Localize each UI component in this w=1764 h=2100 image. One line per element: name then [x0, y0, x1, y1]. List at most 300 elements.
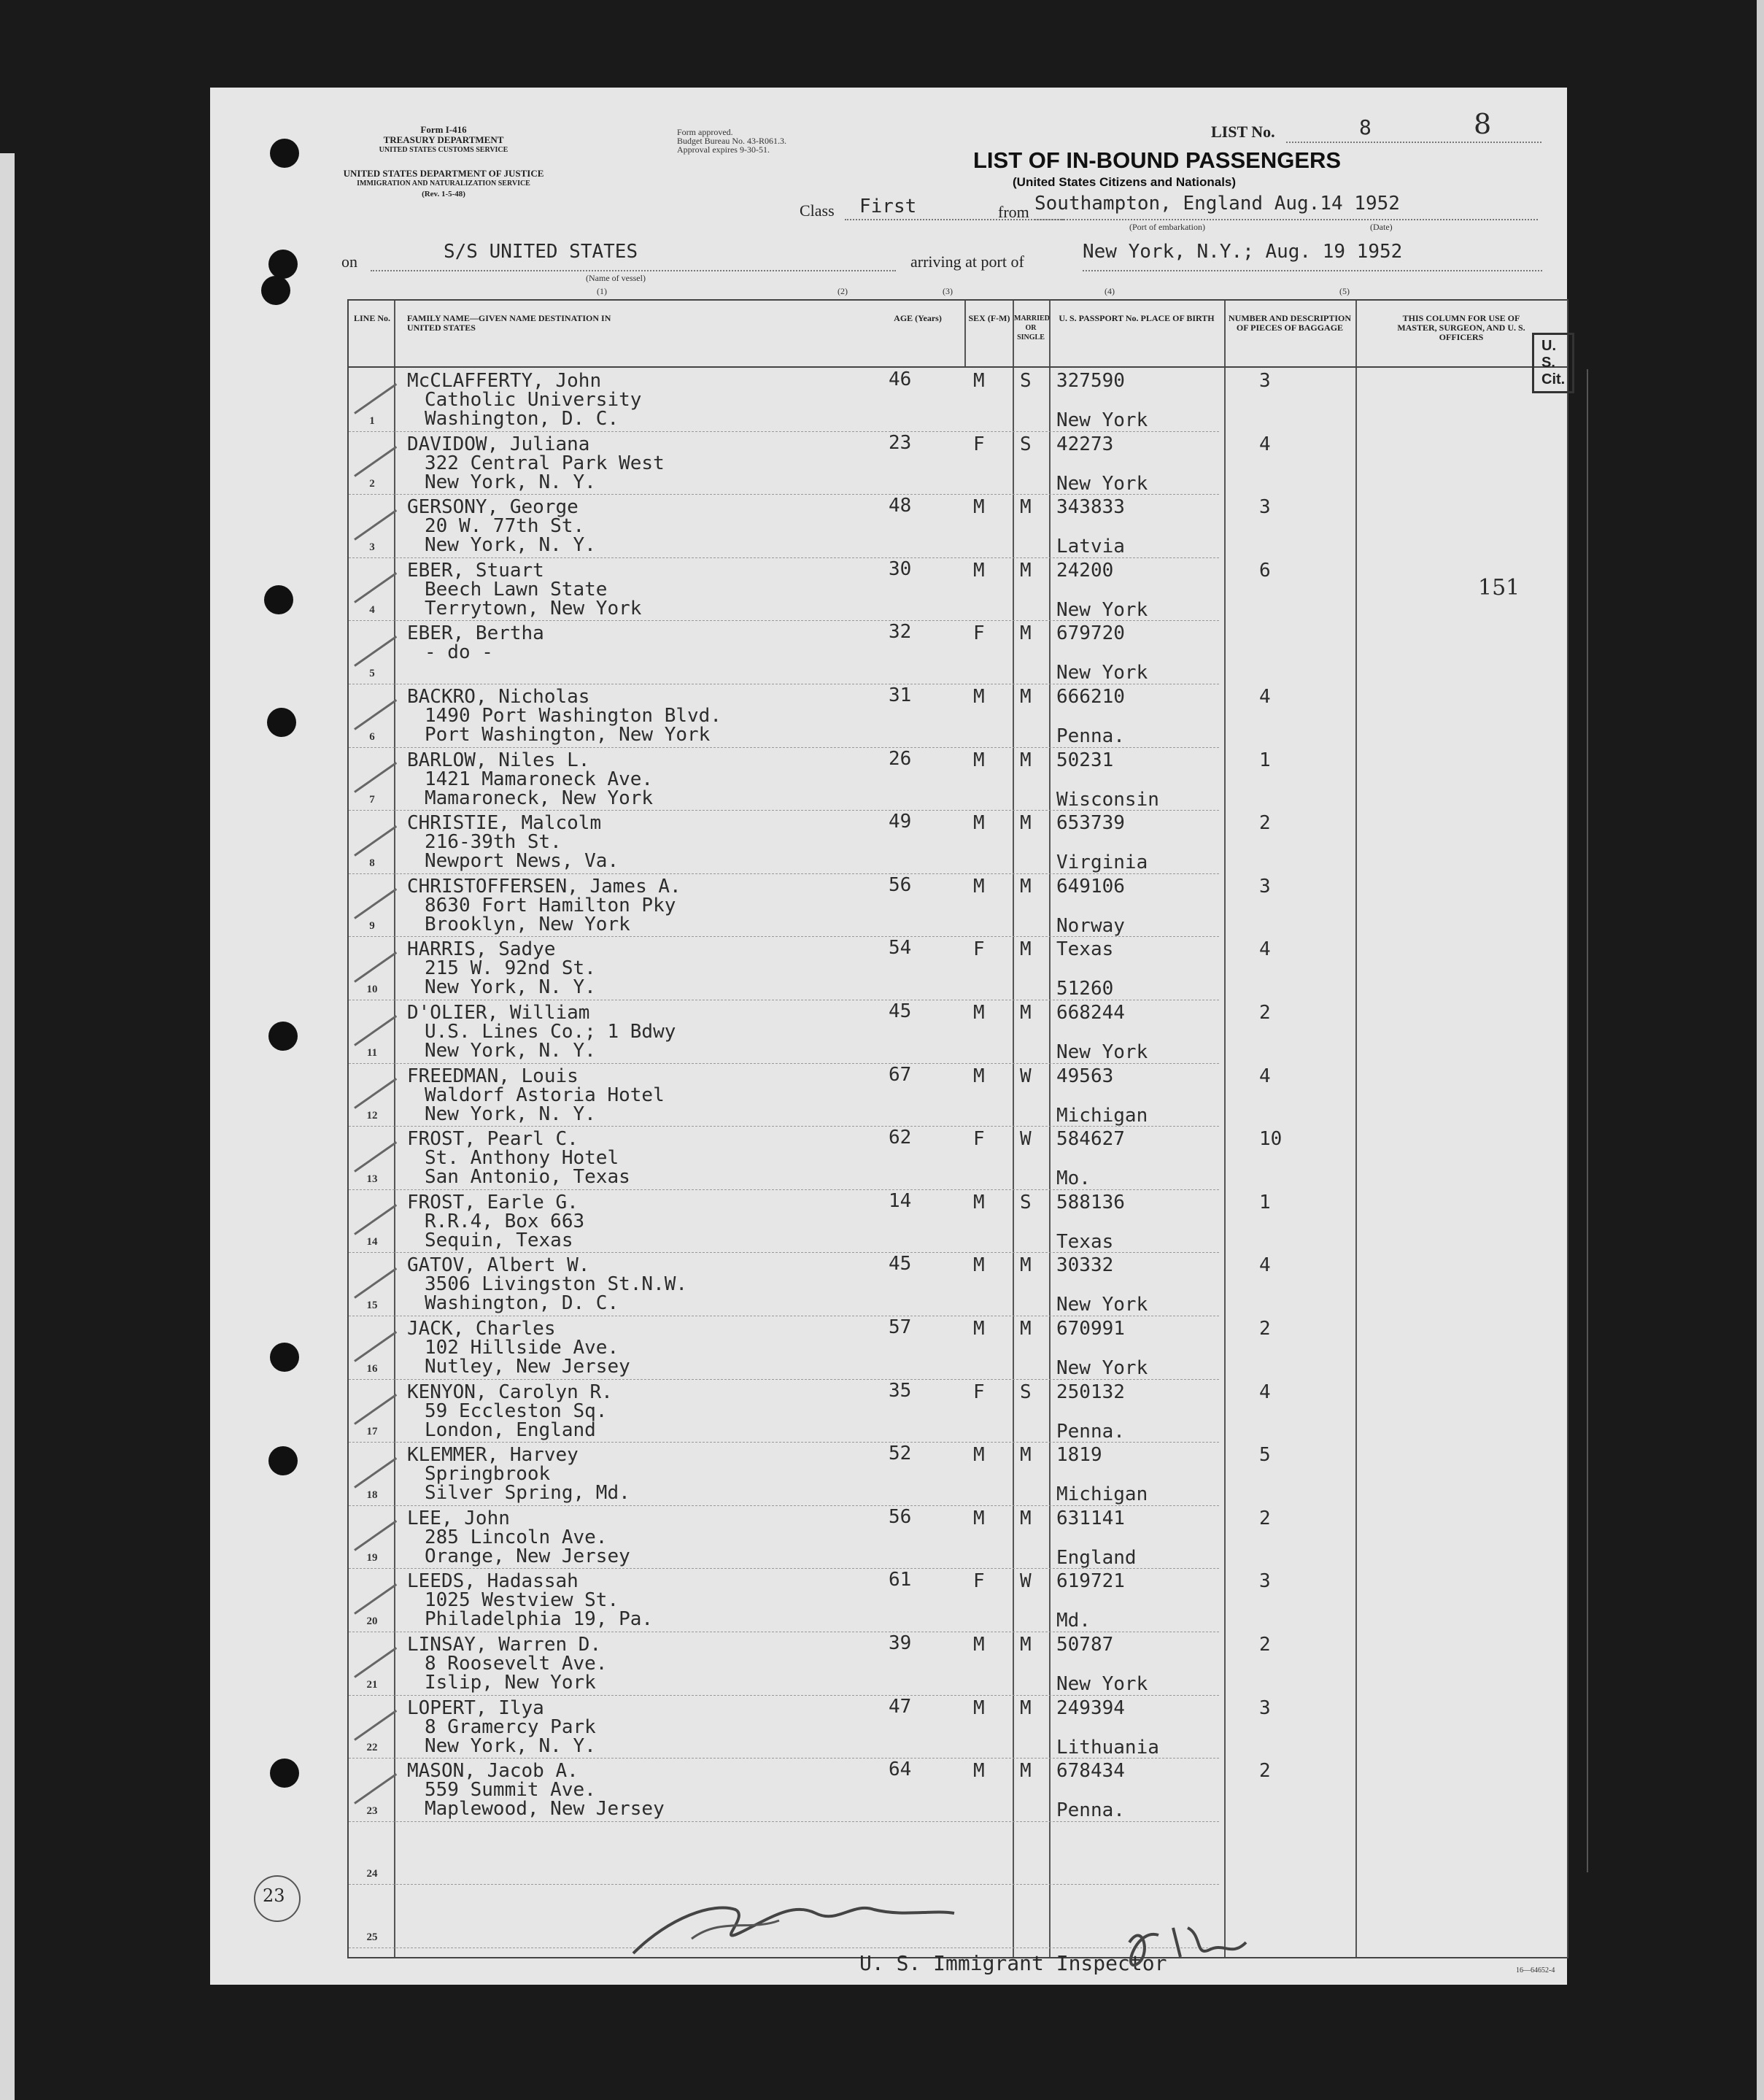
right-scan-edge — [1757, 0, 1764, 2100]
check-mark-icon — [354, 1331, 397, 1362]
check-mark-icon — [354, 951, 397, 983]
treasury-dept: TREASURY DEPARTMENT — [383, 134, 504, 145]
passport-number: 343833 — [1056, 496, 1125, 519]
passport-number: 24200 — [1056, 559, 1114, 582]
header-baggage: NUMBER AND DESCRIPTION OF PIECES OF BAGGAGE — [1228, 313, 1352, 333]
passenger-name: LINSAY, Warren D. — [407, 1634, 602, 1656]
address-line-1: 1490 Port Washington Blvd. — [425, 705, 722, 727]
customs-service: UNITED STATES CUSTOMS SERVICE — [379, 146, 508, 154]
baggage-count: 5 — [1259, 1444, 1271, 1467]
binder-hole-icon — [267, 708, 296, 737]
marital-status: M — [1020, 622, 1032, 645]
address-line-2: New York, N. Y. — [425, 1103, 596, 1125]
passenger-name: EBER, Stuart — [407, 559, 544, 582]
baggage-count: 4 — [1259, 686, 1271, 708]
baggage-count: 2 — [1259, 1634, 1271, 1656]
sex: M — [973, 496, 985, 519]
sex: M — [973, 1254, 985, 1277]
address-line-2: Newport News, Va. — [425, 850, 619, 873]
sex: F — [973, 1381, 985, 1403]
passport-number: 250132 — [1056, 1381, 1125, 1403]
baggage-count: 4 — [1259, 938, 1271, 961]
check-mark-icon — [354, 1583, 397, 1615]
sex: M — [973, 1444, 985, 1467]
address-line-1: 322 Central Park West — [425, 452, 665, 474]
address-line-1: 215 W. 92nd St. — [425, 957, 596, 980]
header-line-no: LINE No. — [353, 313, 390, 323]
line-number: 4 — [369, 604, 375, 617]
line-number: 19 — [366, 1552, 378, 1564]
arrival-value: New York, N.Y.; Aug. 19 1952 — [1083, 241, 1403, 263]
check-mark-icon — [354, 1394, 397, 1425]
check-mark-icon — [354, 1521, 397, 1552]
column-number-3: (3) — [943, 286, 953, 296]
place-of-birth: Norway — [1056, 914, 1125, 937]
baggage-count: 3 — [1259, 496, 1271, 519]
marital-status: M — [1020, 1254, 1032, 1277]
passenger-name: MASON, Jacob A. — [407, 1760, 579, 1783]
check-mark-icon — [354, 1141, 397, 1173]
address-line-2: Philadelphia 19, Pa. — [425, 1608, 654, 1631]
form-title: LIST OF IN-BOUND PASSENGERS — [973, 147, 1342, 173]
justice-dept: UNITED STATES DEPARTMENT OF JUSTICE — [343, 168, 544, 179]
marital-status: S — [1020, 433, 1032, 455]
form-number: Form I-416 — [420, 124, 467, 135]
place-of-birth: New York — [1056, 598, 1148, 621]
baggage-count: 4 — [1259, 433, 1271, 455]
age: 31 — [889, 684, 912, 706]
passport-number: 649106 — [1056, 875, 1125, 897]
from-value: Southampton, England Aug.14 1952 — [1034, 193, 1400, 215]
sex: F — [973, 622, 985, 645]
marital-status: M — [1020, 1507, 1032, 1529]
sex: M — [973, 875, 985, 897]
sex: F — [973, 433, 985, 455]
inspector-label: U. S. Immigrant Inspector — [859, 1951, 1167, 1975]
age: 26 — [889, 747, 912, 770]
header-passport: U. S. PASSPORT No. PLACE OF BIRTH — [1059, 313, 1215, 323]
header-age: AGE (Years) — [894, 313, 942, 323]
passenger-name: D'OLIER, William — [407, 1002, 590, 1024]
address-line-1: 102 Hillside Ave. — [425, 1337, 619, 1359]
address-line-1: 8 Roosevelt Ave. — [425, 1653, 608, 1675]
age: 45 — [889, 1253, 912, 1275]
sex: M — [973, 1318, 985, 1340]
list-no-handwritten: 8 — [1474, 108, 1492, 140]
check-mark-icon — [354, 573, 397, 604]
baggage-count: 10 — [1259, 1128, 1283, 1151]
passport-number: 631141 — [1056, 1507, 1125, 1529]
place-of-birth: Virginia — [1056, 852, 1148, 874]
marital-status: M — [1020, 1696, 1032, 1719]
age: 32 — [889, 621, 912, 644]
marital-status: M — [1020, 749, 1032, 771]
from-label: from — [998, 203, 1029, 221]
line-number: 22 — [366, 1742, 378, 1754]
age: 61 — [889, 1569, 912, 1591]
age: 47 — [889, 1695, 912, 1718]
place-of-birth: New York — [1056, 472, 1148, 495]
check-mark-icon — [354, 383, 397, 414]
line-number: 13 — [366, 1173, 378, 1185]
list-no-value: 8 — [1359, 115, 1372, 139]
column-number-2: (2) — [837, 286, 848, 296]
class-label: Class — [800, 201, 835, 220]
place-of-birth: New York — [1056, 409, 1148, 431]
passenger-name: CHRISTIE, Malcolm — [407, 812, 602, 835]
passport-number: 588136 — [1056, 1191, 1125, 1213]
place-of-birth: New York — [1056, 1357, 1148, 1379]
passport-number: 42273 — [1056, 433, 1114, 455]
address-line-1: 285 Lincoln Ave. — [425, 1526, 608, 1548]
line-number: 1 — [369, 414, 375, 427]
address-line-2: Washington, D. C. — [425, 408, 619, 430]
port-embark-caption: (Port of embarkation) — [1129, 222, 1205, 232]
age: 57 — [889, 1316, 912, 1338]
line-number: 3 — [369, 541, 375, 553]
place-of-birth: Michigan — [1056, 1483, 1148, 1506]
sex: M — [973, 559, 985, 582]
place-of-birth: Penna. — [1056, 1420, 1125, 1443]
passenger-name: FREEDMAN, Louis — [407, 1065, 579, 1087]
line-number: 16 — [366, 1362, 378, 1375]
arriving-label: arriving at port of — [910, 252, 1024, 271]
address-line-2: Washington, D. C. — [425, 1292, 619, 1315]
line-number: 10 — [366, 984, 378, 995]
address-line-1: 20 W. 77th St. — [425, 515, 585, 538]
check-mark-icon — [354, 1710, 397, 1741]
binder-hole-icon — [268, 250, 298, 279]
place-of-birth: 51260 — [1056, 978, 1114, 1000]
sex: F — [973, 938, 985, 961]
circled-note — [254, 1875, 301, 1922]
binder-hole-icon — [268, 1446, 298, 1475]
marital-status: M — [1020, 1760, 1032, 1783]
place-of-birth: Penna. — [1056, 1799, 1125, 1822]
passport-number: 653739 — [1056, 812, 1125, 835]
marital-status: W — [1020, 1128, 1032, 1151]
baggage-count: 4 — [1259, 1065, 1271, 1087]
column-number-1: (1) — [597, 286, 607, 296]
check-mark-icon — [354, 1015, 397, 1046]
place-of-birth: Penna. — [1056, 725, 1125, 747]
col-divider — [394, 301, 395, 1957]
address-line-1: 1421 Mamaroneck Ave. — [425, 768, 654, 790]
passenger-name: LEE, John — [407, 1507, 510, 1529]
sex: M — [973, 1002, 985, 1024]
address-line-1: 59 Eccleston Sq. — [425, 1400, 608, 1422]
sex: M — [973, 749, 985, 771]
passport-number: 49563 — [1056, 1065, 1114, 1087]
initials-scribble — [1122, 1913, 1253, 1972]
from-line — [1034, 219, 1538, 220]
marital-status: S — [1020, 1191, 1032, 1213]
address-line-2: Sequin, Texas — [425, 1229, 573, 1251]
marital-status: W — [1020, 1065, 1032, 1087]
marital-status: M — [1020, 812, 1032, 835]
age: 64 — [889, 1759, 912, 1781]
address-line-1: - do - — [425, 641, 493, 664]
baggage-count: 1 — [1259, 749, 1271, 771]
line-number: 9 — [369, 920, 375, 933]
col-divider — [964, 301, 966, 366]
baggage-count: 3 — [1259, 1696, 1271, 1719]
age: 14 — [889, 1189, 912, 1212]
passport-number: 668244 — [1056, 1002, 1125, 1024]
line-number: 17 — [366, 1426, 378, 1438]
passport-number: 327590 — [1056, 370, 1125, 392]
baggage-count: 2 — [1259, 812, 1271, 835]
place-of-birth: Michigan — [1056, 1104, 1148, 1127]
marital-status: W — [1020, 1570, 1032, 1593]
check-mark-icon — [354, 1078, 397, 1109]
passport-number: 670991 — [1056, 1318, 1125, 1340]
passport-number: 50787 — [1056, 1634, 1114, 1656]
sex: M — [973, 1696, 985, 1719]
age: 62 — [889, 1127, 912, 1149]
sex: M — [973, 1191, 985, 1213]
passenger-name: BACKRO, Nicholas — [407, 686, 590, 708]
place-of-birth: England — [1056, 1546, 1137, 1569]
marital-status: M — [1020, 559, 1032, 582]
sex: M — [973, 1634, 985, 1656]
sex: F — [973, 1570, 985, 1593]
signature-scribble — [626, 1888, 962, 1961]
address-line-2: Silver Spring, Md. — [425, 1482, 630, 1505]
marital-status: S — [1020, 370, 1032, 392]
passenger-name: DAVIDOW, Juliana — [407, 433, 590, 455]
baggage-count: 3 — [1259, 875, 1271, 897]
marital-status: S — [1020, 1381, 1032, 1403]
check-mark-icon — [354, 1647, 397, 1678]
marital-status: M — [1020, 1634, 1032, 1656]
col-divider — [1049, 301, 1051, 1957]
place-of-birth: New York — [1056, 662, 1148, 684]
baggage-count: 3 — [1259, 1570, 1271, 1593]
passenger-name: FROST, Pearl C. — [407, 1128, 579, 1151]
date-caption: (Date) — [1370, 222, 1393, 232]
sex: M — [973, 370, 985, 392]
address-line-1: 8630 Fort Hamilton Pky — [425, 894, 676, 916]
age: 45 — [889, 1000, 912, 1022]
place-of-birth: New York — [1056, 1673, 1148, 1695]
inspector-initials — [1122, 1913, 1253, 1974]
check-mark-icon — [354, 509, 397, 541]
approval-line-1: Form approved. — [677, 127, 733, 137]
age: 56 — [889, 1505, 912, 1528]
place-of-birth: Wisconsin — [1056, 788, 1159, 811]
column-number-5: (5) — [1339, 286, 1350, 296]
marital-status: M — [1020, 1002, 1032, 1024]
col-divider — [1013, 301, 1014, 1957]
age: 49 — [889, 811, 912, 833]
line-number: 23 — [366, 1804, 378, 1817]
col-divider — [1224, 301, 1226, 1957]
vessel-line — [371, 270, 896, 271]
address-line-1: Springbrook — [425, 1463, 551, 1486]
line-number: 14 — [366, 1236, 378, 1248]
age: 56 — [889, 873, 912, 896]
passenger-name: FROST, Earle G. — [407, 1191, 579, 1213]
line-number: 7 — [369, 794, 375, 806]
passenger-name: GERSONY, George — [407, 496, 579, 519]
address-line-2: New York, N. Y. — [425, 471, 596, 493]
baggage-count: 4 — [1259, 1254, 1271, 1277]
circled-note-text: 23 — [263, 1885, 285, 1906]
line-number: 24 — [366, 1868, 378, 1880]
line-number: 20 — [366, 1615, 378, 1627]
line-number: 6 — [369, 730, 375, 743]
revision: (Rev. 1-5-48) — [422, 190, 465, 198]
check-mark-icon — [354, 762, 397, 793]
check-mark-icon — [354, 889, 397, 920]
address-line-1: Beech Lawn State — [425, 578, 608, 601]
address-line-2: Islip, New York — [425, 1672, 596, 1694]
age: 67 — [889, 1063, 912, 1086]
age: 39 — [889, 1632, 912, 1654]
header-name: FAMILY NAME—GIVEN NAME DESTINATION IN UNITED STATES — [407, 313, 611, 333]
passport-number: 678434 — [1056, 1760, 1125, 1783]
binder-hole-icon — [270, 1343, 299, 1372]
baggage-count: 1 — [1259, 1191, 1271, 1213]
passenger-name: CHRISTOFFERSEN, James A. — [407, 875, 681, 897]
footer-code: 16—64652-4 — [1516, 1966, 1555, 1974]
address-line-2: New York, N. Y. — [425, 976, 596, 999]
line-number: 11 — [366, 1046, 378, 1059]
address-line-1: Catholic University — [425, 389, 642, 411]
age: 46 — [889, 368, 912, 390]
passenger-name: GATOV, Albert W. — [407, 1254, 590, 1277]
marital-status: M — [1020, 1444, 1032, 1467]
address-line-2: Mamaroneck, New York — [425, 787, 654, 809]
place-of-birth: New York — [1056, 1294, 1148, 1316]
place-of-birth: Latvia — [1056, 536, 1125, 558]
citizen-bracket-line — [1587, 369, 1588, 1872]
line-number: 18 — [366, 1489, 378, 1501]
sex: M — [973, 1065, 985, 1087]
baggage-count: 6 — [1259, 559, 1271, 582]
address-line-2: Maplewood, New Jersey — [425, 1798, 665, 1821]
approval-line-2: Budget Bureau No. 43-R061.3. — [677, 136, 786, 146]
marital-status: M — [1020, 1318, 1032, 1340]
line-number: 21 — [366, 1678, 378, 1691]
age: 30 — [889, 557, 912, 580]
us-citizen-stamp: U. S. Cit. — [1532, 333, 1574, 393]
address-line-2: New York, N. Y. — [425, 534, 596, 557]
manifest-page — [210, 88, 1567, 1985]
vessel-caption: (Name of vessel) — [586, 273, 646, 283]
place-of-birth: Mo. — [1056, 1167, 1091, 1190]
sex: M — [973, 686, 985, 708]
baggage-count: 2 — [1259, 1760, 1271, 1783]
inspector-signature — [626, 1888, 962, 1961]
left-scan-edge — [0, 153, 15, 2100]
passport-number: 30332 — [1056, 1254, 1114, 1277]
address-line-2: Port Washington, New York — [425, 724, 711, 746]
marital-status: M — [1020, 875, 1032, 897]
check-mark-icon — [354, 825, 397, 857]
age: 23 — [889, 431, 912, 454]
address-line-2: Orange, New Jersey — [425, 1545, 630, 1567]
header-officers: THIS COLUMN FOR USE OF MASTER, SURGEON, AND U. S. OFFICERS — [1397, 313, 1525, 342]
passport-number: Texas — [1056, 938, 1114, 961]
approval-line-3: Approval expires 9-30-51. — [677, 144, 770, 155]
passport-number: 249394 — [1056, 1696, 1125, 1719]
marital-status: M — [1020, 496, 1032, 519]
passport-number: 679720 — [1056, 622, 1125, 645]
address-line-2: London, England — [425, 1418, 596, 1441]
address-line-2: San Antonio, Texas — [425, 1166, 630, 1189]
line-number: 5 — [369, 668, 375, 679]
passenger-name: JACK, Charles — [407, 1318, 556, 1340]
line-number: 15 — [366, 1300, 378, 1311]
age: 54 — [889, 937, 912, 960]
class-line — [845, 219, 1064, 220]
address-line-1: Waldorf Astoria Hotel — [425, 1084, 665, 1106]
header-married: MARRIED OR SINGLE — [1014, 314, 1050, 341]
header-separator — [349, 366, 1567, 368]
place-of-birth: New York — [1056, 1041, 1148, 1063]
age: 52 — [889, 1443, 912, 1465]
list-no-label: LIST No. — [1211, 123, 1275, 141]
place-of-birth: Lithuania — [1056, 1736, 1159, 1759]
address-line-1: U.S. Lines Co.; 1 Bdwy — [425, 1021, 676, 1043]
baggage-count: 4 — [1259, 1381, 1271, 1403]
check-mark-icon — [354, 446, 397, 477]
line-number: 12 — [366, 1110, 378, 1122]
sex: M — [973, 812, 985, 835]
address-line-2: New York, N. Y. — [425, 1734, 596, 1757]
binder-hole-icon — [261, 276, 290, 305]
passenger-name: LEEDS, Hadassah — [407, 1570, 579, 1593]
address-line-1: 1025 Westview St. — [425, 1589, 619, 1612]
class-value: First — [859, 196, 917, 217]
marital-status: M — [1020, 938, 1032, 961]
address-line-1: R.R.4, Box 663 — [425, 1210, 585, 1232]
passenger-name: KENYON, Carolyn R. — [407, 1381, 613, 1403]
line-number: 2 — [369, 478, 375, 490]
column-number-4: (4) — [1105, 286, 1115, 296]
address-line-1: 216-39th St. — [425, 831, 562, 854]
line-number: 25 — [366, 1931, 378, 1943]
place-of-birth: Md. — [1056, 1610, 1091, 1632]
vessel-name: S/S UNITED STATES — [444, 241, 638, 263]
binder-hole-icon — [264, 585, 293, 614]
address-line-2: Brooklyn, New York — [425, 913, 630, 935]
on-label: on — [341, 252, 357, 271]
passenger-name: BARLOW, Niles L. — [407, 749, 590, 771]
arrival-line — [1083, 270, 1542, 271]
check-mark-icon — [354, 1267, 397, 1299]
sex: M — [973, 1760, 985, 1783]
ins-service: IMMIGRATION AND NATURALIZATION SERVICE — [357, 179, 530, 188]
check-mark-icon — [354, 1457, 397, 1489]
baggage-count: 2 — [1259, 1507, 1271, 1529]
address-line-1: 559 Summit Ave. — [425, 1779, 596, 1802]
binder-hole-icon — [270, 1759, 299, 1788]
passport-number: 1819 — [1056, 1444, 1102, 1467]
check-mark-icon — [354, 699, 397, 730]
baggage-count: 2 — [1259, 1318, 1271, 1340]
baggage-count: 2 — [1259, 1002, 1271, 1024]
check-mark-icon — [354, 1773, 397, 1804]
binder-hole-icon — [270, 139, 299, 168]
passenger-name: LOPERT, Ilya — [407, 1696, 544, 1719]
marital-status: M — [1020, 686, 1032, 708]
line-number: 8 — [369, 857, 375, 869]
passport-number: 50231 — [1056, 749, 1114, 771]
table-row — [349, 1884, 1219, 1885]
